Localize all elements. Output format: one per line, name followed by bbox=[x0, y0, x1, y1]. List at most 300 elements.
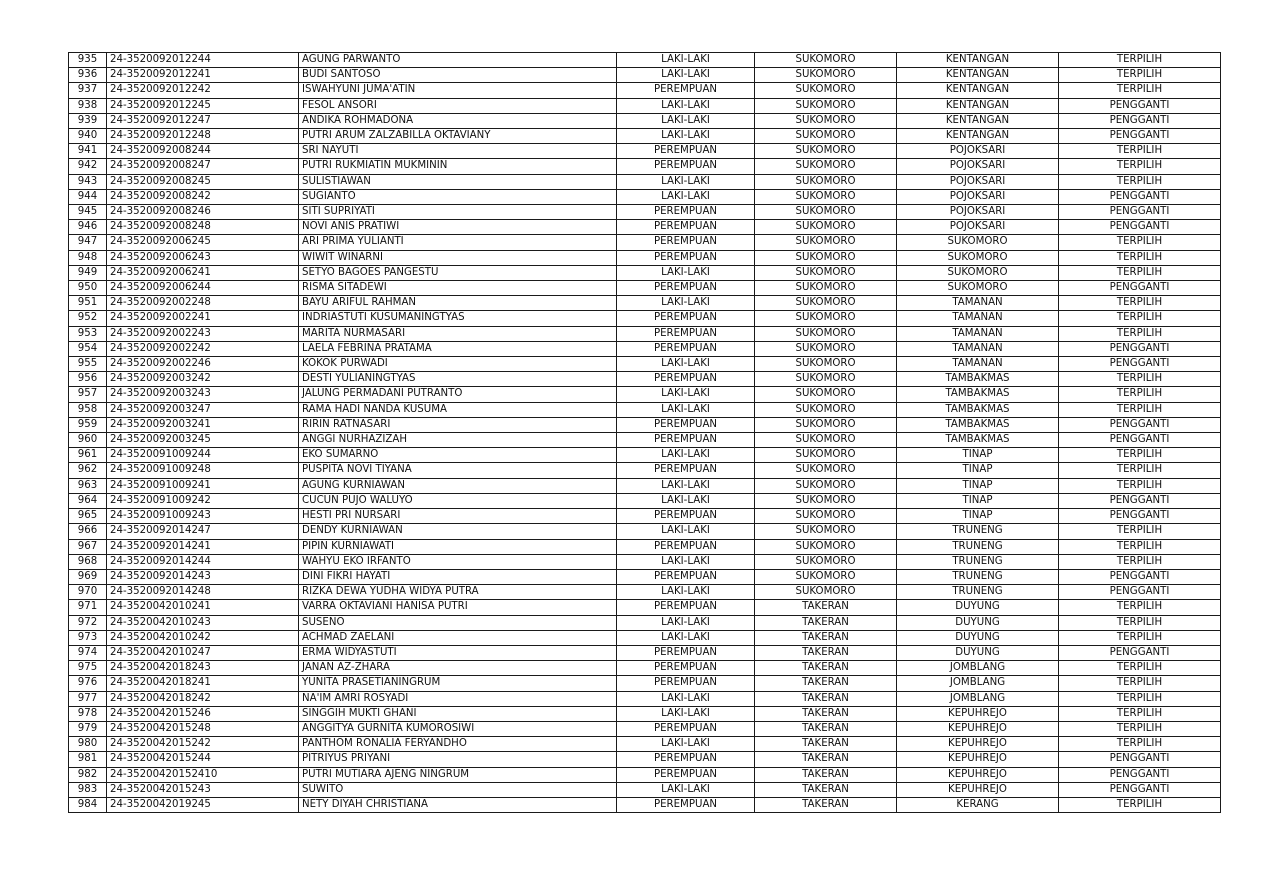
row-number-cell: 941 bbox=[69, 144, 107, 159]
status-cell: PENGGANTI bbox=[1059, 341, 1221, 356]
desa-cell: POJOKSARI bbox=[897, 205, 1059, 220]
row-number-cell: 969 bbox=[69, 569, 107, 584]
table-row bbox=[69, 539, 1221, 554]
gender-cell: LAKI-LAKI bbox=[617, 357, 755, 372]
full-name-cell: WIWIT WINARNI bbox=[299, 250, 617, 265]
desa-cell: TINAP bbox=[897, 463, 1059, 478]
full-name-cell: KOKOK PURWADI bbox=[299, 357, 617, 372]
registration-number-cell: 24-3520092002246 bbox=[107, 357, 299, 372]
gender-cell: LAKI-LAKI bbox=[617, 478, 755, 493]
row-number-cell: 967 bbox=[69, 539, 107, 554]
registration-number-cell: 24-3520092008242 bbox=[107, 189, 299, 204]
row-number-cell: 963 bbox=[69, 478, 107, 493]
full-name-cell: SITI SUPRIYATI bbox=[299, 205, 617, 220]
status-cell: TERPILIH bbox=[1059, 144, 1221, 159]
status-cell: PENGGANTI bbox=[1059, 220, 1221, 235]
status-cell: TERPILIH bbox=[1059, 68, 1221, 83]
full-name-cell: ANDIKA ROHMADONA bbox=[299, 113, 617, 128]
full-name-cell: JANAN AZ-ZHARA bbox=[299, 661, 617, 676]
full-name-cell: YUNITA PRASETIANINGRUM bbox=[299, 676, 617, 691]
status-cell: TERPILIH bbox=[1059, 265, 1221, 280]
desa-cell: TAMBAKMAS bbox=[897, 372, 1059, 387]
desa-cell: POJOKSARI bbox=[897, 159, 1059, 174]
desa-cell: TINAP bbox=[897, 493, 1059, 508]
gender-cell: PEREMPUAN bbox=[617, 144, 755, 159]
full-name-cell: ANGGI NURHAZIZAH bbox=[299, 433, 617, 448]
status-cell: TERPILIH bbox=[1059, 630, 1221, 645]
table-row bbox=[69, 387, 1221, 402]
row-number-cell: 960 bbox=[69, 433, 107, 448]
gender-cell: PEREMPUAN bbox=[617, 205, 755, 220]
full-name-cell: BUDI SANTOSO bbox=[299, 68, 617, 83]
full-name-cell: SUWITO bbox=[299, 782, 617, 797]
kecamatan-cell: SUKOMORO bbox=[755, 53, 897, 68]
row-number-cell: 973 bbox=[69, 630, 107, 645]
registration-number-cell: 24-3520042010247 bbox=[107, 645, 299, 660]
status-cell: PENGGANTI bbox=[1059, 493, 1221, 508]
kecamatan-cell: SUKOMORO bbox=[755, 402, 897, 417]
status-cell: TERPILIH bbox=[1059, 478, 1221, 493]
registration-number-cell: 24-3520042018243 bbox=[107, 661, 299, 676]
desa-cell: TINAP bbox=[897, 478, 1059, 493]
full-name-cell: SRI NAYUTI bbox=[299, 144, 617, 159]
full-name-cell: ANGGITYA GURNITA KUMOROSIWI bbox=[299, 721, 617, 736]
status-cell: TERPILIH bbox=[1059, 721, 1221, 736]
kecamatan-cell: TAKERAN bbox=[755, 706, 897, 721]
desa-cell: KERANG bbox=[897, 797, 1059, 812]
kecamatan-cell: SUKOMORO bbox=[755, 220, 897, 235]
table-row bbox=[69, 645, 1221, 660]
registration-number-cell: 24-3520092002248 bbox=[107, 296, 299, 311]
full-name-cell: NOVI ANIS PRATIWI bbox=[299, 220, 617, 235]
row-number-cell: 950 bbox=[69, 281, 107, 296]
registration-number-cell: 24-3520091009243 bbox=[107, 509, 299, 524]
status-cell: TERPILIH bbox=[1059, 554, 1221, 569]
registration-number-cell: 24-3520092002241 bbox=[107, 311, 299, 326]
registration-number-cell: 24-35200420152410 bbox=[107, 767, 299, 782]
registration-number-cell: 24-3520042015243 bbox=[107, 782, 299, 797]
kecamatan-cell: SUKOMORO bbox=[755, 554, 897, 569]
registration-number-cell: 24-3520042010241 bbox=[107, 600, 299, 615]
row-number-cell: 975 bbox=[69, 661, 107, 676]
status-cell: TERPILIH bbox=[1059, 326, 1221, 341]
full-name-cell: RISMA SITADEWI bbox=[299, 281, 617, 296]
full-name-cell: FESOL ANSORI bbox=[299, 98, 617, 113]
table-row bbox=[69, 402, 1221, 417]
registration-number-cell: 24-3520092008247 bbox=[107, 159, 299, 174]
full-name-cell: AGUNG KURNIAWAN bbox=[299, 478, 617, 493]
kecamatan-cell: TAKERAN bbox=[755, 600, 897, 615]
registration-number-cell: 24-3520092003243 bbox=[107, 387, 299, 402]
desa-cell: JOMBLANG bbox=[897, 661, 1059, 676]
registration-number-cell: 24-3520042010243 bbox=[107, 615, 299, 630]
desa-cell: POJOKSARI bbox=[897, 220, 1059, 235]
status-cell: TERPILIH bbox=[1059, 250, 1221, 265]
kecamatan-cell: SUKOMORO bbox=[755, 250, 897, 265]
gender-cell: PEREMPUAN bbox=[617, 600, 755, 615]
row-number-cell: 953 bbox=[69, 326, 107, 341]
kecamatan-cell: SUKOMORO bbox=[755, 296, 897, 311]
desa-cell: TRUNENG bbox=[897, 554, 1059, 569]
table-row bbox=[69, 281, 1221, 296]
full-name-cell: ARI PRIMA YULIANTI bbox=[299, 235, 617, 250]
status-cell: PENGGANTI bbox=[1059, 129, 1221, 144]
row-number-cell: 948 bbox=[69, 250, 107, 265]
status-cell: PENGGANTI bbox=[1059, 752, 1221, 767]
desa-cell: SUKOMORO bbox=[897, 235, 1059, 250]
kecamatan-cell: TAKERAN bbox=[755, 676, 897, 691]
status-cell: PENGGANTI bbox=[1059, 417, 1221, 432]
full-name-cell: JALUNG PERMADANI PUTRANTO bbox=[299, 387, 617, 402]
desa-cell: TAMANAN bbox=[897, 326, 1059, 341]
registration-number-cell: 24-3520092003242 bbox=[107, 372, 299, 387]
full-name-cell: EKO SUMARNO bbox=[299, 448, 617, 463]
registration-number-cell: 24-3520042015242 bbox=[107, 737, 299, 752]
gender-cell: LAKI-LAKI bbox=[617, 493, 755, 508]
row-number-cell: 974 bbox=[69, 645, 107, 660]
registration-number-cell: 24-3520042015248 bbox=[107, 721, 299, 736]
table-row bbox=[69, 113, 1221, 128]
registration-number-cell: 24-3520092006243 bbox=[107, 250, 299, 265]
status-cell: PENGGANTI bbox=[1059, 585, 1221, 600]
status-cell: PENGGANTI bbox=[1059, 189, 1221, 204]
registration-number-cell: 24-3520092006241 bbox=[107, 265, 299, 280]
kecamatan-cell: SUKOMORO bbox=[755, 326, 897, 341]
row-number-cell: 976 bbox=[69, 676, 107, 691]
kecamatan-cell: SUKOMORO bbox=[755, 417, 897, 432]
row-number-cell: 978 bbox=[69, 706, 107, 721]
row-number-cell: 952 bbox=[69, 311, 107, 326]
row-number-cell: 968 bbox=[69, 554, 107, 569]
desa-cell: TAMBAKMAS bbox=[897, 402, 1059, 417]
gender-cell: PEREMPUAN bbox=[617, 509, 755, 524]
table-row bbox=[69, 509, 1221, 524]
row-number-cell: 939 bbox=[69, 113, 107, 128]
registration-number-cell: 24-3520092014248 bbox=[107, 585, 299, 600]
registration-number-cell: 24-3520092014247 bbox=[107, 524, 299, 539]
status-cell: TERPILIH bbox=[1059, 539, 1221, 554]
table-row bbox=[69, 448, 1221, 463]
table-row bbox=[69, 554, 1221, 569]
registration-number-cell: 24-3520042018241 bbox=[107, 676, 299, 691]
registration-number-cell: 24-3520092008244 bbox=[107, 144, 299, 159]
kecamatan-cell: SUKOMORO bbox=[755, 448, 897, 463]
status-cell: PENGGANTI bbox=[1059, 569, 1221, 584]
desa-cell: JOMBLANG bbox=[897, 676, 1059, 691]
gender-cell: PEREMPUAN bbox=[617, 281, 755, 296]
status-cell: PENGGANTI bbox=[1059, 782, 1221, 797]
row-number-cell: 936 bbox=[69, 68, 107, 83]
kecamatan-cell: TAKERAN bbox=[755, 782, 897, 797]
kecamatan-cell: SUKOMORO bbox=[755, 357, 897, 372]
table-row bbox=[69, 721, 1221, 736]
status-cell: PENGGANTI bbox=[1059, 509, 1221, 524]
status-cell: TERPILIH bbox=[1059, 448, 1221, 463]
gender-cell: LAKI-LAKI bbox=[617, 737, 755, 752]
desa-cell: KEPUHREJO bbox=[897, 752, 1059, 767]
status-cell: TERPILIH bbox=[1059, 797, 1221, 812]
registration-number-cell: 24-3520092003247 bbox=[107, 402, 299, 417]
table-row bbox=[69, 569, 1221, 584]
kecamatan-cell: SUKOMORO bbox=[755, 493, 897, 508]
gender-cell: LAKI-LAKI bbox=[617, 174, 755, 189]
gender-cell: LAKI-LAKI bbox=[617, 524, 755, 539]
row-number-cell: 972 bbox=[69, 615, 107, 630]
desa-cell: KENTANGAN bbox=[897, 98, 1059, 113]
registration-number-cell: 24-3520092008245 bbox=[107, 174, 299, 189]
table-row bbox=[69, 53, 1221, 68]
row-number-cell: 962 bbox=[69, 463, 107, 478]
status-cell: TERPILIH bbox=[1059, 600, 1221, 615]
gender-cell: LAKI-LAKI bbox=[617, 296, 755, 311]
table-row bbox=[69, 782, 1221, 797]
registration-number-cell: 24-3520092003241 bbox=[107, 417, 299, 432]
kecamatan-cell: TAKERAN bbox=[755, 797, 897, 812]
kecamatan-cell: TAKERAN bbox=[755, 737, 897, 752]
kecamatan-cell: SUKOMORO bbox=[755, 433, 897, 448]
row-number-cell: 980 bbox=[69, 737, 107, 752]
kecamatan-cell: SUKOMORO bbox=[755, 387, 897, 402]
table-row bbox=[69, 661, 1221, 676]
row-number-cell: 966 bbox=[69, 524, 107, 539]
registration-number-cell: 24-3520092012245 bbox=[107, 98, 299, 113]
desa-cell: POJOKSARI bbox=[897, 174, 1059, 189]
row-number-cell: 946 bbox=[69, 220, 107, 235]
desa-cell: KENTANGAN bbox=[897, 129, 1059, 144]
gender-cell: PEREMPUAN bbox=[617, 83, 755, 98]
table-row bbox=[69, 68, 1221, 83]
table-row bbox=[69, 493, 1221, 508]
row-number-cell: 959 bbox=[69, 417, 107, 432]
table-row bbox=[69, 205, 1221, 220]
row-number-cell: 970 bbox=[69, 585, 107, 600]
kecamatan-cell: TAKERAN bbox=[755, 615, 897, 630]
kecamatan-cell: SUKOMORO bbox=[755, 159, 897, 174]
gender-cell: PEREMPUAN bbox=[617, 341, 755, 356]
desa-cell: JOMBLANG bbox=[897, 691, 1059, 706]
gender-cell: PEREMPUAN bbox=[617, 417, 755, 432]
gender-cell: PEREMPUAN bbox=[617, 326, 755, 341]
row-number-cell: 956 bbox=[69, 372, 107, 387]
registration-number-cell: 24-3520092008248 bbox=[107, 220, 299, 235]
table-row bbox=[69, 296, 1221, 311]
row-number-cell: 951 bbox=[69, 296, 107, 311]
kecamatan-cell: SUKOMORO bbox=[755, 311, 897, 326]
status-cell: TERPILIH bbox=[1059, 53, 1221, 68]
table-row bbox=[69, 174, 1221, 189]
table-body bbox=[69, 53, 1221, 813]
gender-cell: LAKI-LAKI bbox=[617, 129, 755, 144]
desa-cell: KEPUHREJO bbox=[897, 737, 1059, 752]
kecamatan-cell: TAKERAN bbox=[755, 645, 897, 660]
row-number-cell: 945 bbox=[69, 205, 107, 220]
kecamatan-cell: SUKOMORO bbox=[755, 113, 897, 128]
desa-cell: KEPUHREJO bbox=[897, 767, 1059, 782]
gender-cell: PEREMPUAN bbox=[617, 797, 755, 812]
table-row bbox=[69, 250, 1221, 265]
desa-cell: TRUNENG bbox=[897, 524, 1059, 539]
desa-cell: KENTANGAN bbox=[897, 83, 1059, 98]
gender-cell: PEREMPUAN bbox=[617, 752, 755, 767]
status-cell: TERPILIH bbox=[1059, 311, 1221, 326]
gender-cell: LAKI-LAKI bbox=[617, 387, 755, 402]
status-cell: TERPILIH bbox=[1059, 706, 1221, 721]
status-cell: TERPILIH bbox=[1059, 463, 1221, 478]
kecamatan-cell: TAKERAN bbox=[755, 630, 897, 645]
table-row bbox=[69, 235, 1221, 250]
registration-number-cell: 24-3520092008246 bbox=[107, 205, 299, 220]
full-name-cell: SUSENO bbox=[299, 615, 617, 630]
desa-cell: TAMBAKMAS bbox=[897, 433, 1059, 448]
kecamatan-cell: SUKOMORO bbox=[755, 569, 897, 584]
status-cell: PENGGANTI bbox=[1059, 205, 1221, 220]
desa-cell: KEPUHREJO bbox=[897, 782, 1059, 797]
gender-cell: LAKI-LAKI bbox=[617, 691, 755, 706]
kecamatan-cell: SUKOMORO bbox=[755, 281, 897, 296]
row-number-cell: 944 bbox=[69, 189, 107, 204]
gender-cell: LAKI-LAKI bbox=[617, 448, 755, 463]
row-number-cell: 964 bbox=[69, 493, 107, 508]
kecamatan-cell: SUKOMORO bbox=[755, 539, 897, 554]
desa-cell: SUKOMORO bbox=[897, 265, 1059, 280]
kecamatan-cell: SUKOMORO bbox=[755, 509, 897, 524]
registration-number-cell: 24-3520042019245 bbox=[107, 797, 299, 812]
desa-cell: DUYUNG bbox=[897, 615, 1059, 630]
status-cell: TERPILIH bbox=[1059, 676, 1221, 691]
desa-cell: TAMANAN bbox=[897, 311, 1059, 326]
registration-number-cell: 24-3520092002243 bbox=[107, 326, 299, 341]
desa-cell: POJOKSARI bbox=[897, 189, 1059, 204]
gender-cell: PEREMPUAN bbox=[617, 372, 755, 387]
gender-cell: LAKI-LAKI bbox=[617, 782, 755, 797]
desa-cell: TRUNENG bbox=[897, 539, 1059, 554]
row-number-cell: 949 bbox=[69, 265, 107, 280]
desa-cell: KENTANGAN bbox=[897, 68, 1059, 83]
kecamatan-cell: SUKOMORO bbox=[755, 189, 897, 204]
gender-cell: PEREMPUAN bbox=[617, 539, 755, 554]
status-cell: TERPILIH bbox=[1059, 159, 1221, 174]
desa-cell: DUYUNG bbox=[897, 630, 1059, 645]
registration-number-cell: 24-3520092014243 bbox=[107, 569, 299, 584]
row-number-cell: 961 bbox=[69, 448, 107, 463]
desa-cell: KENTANGAN bbox=[897, 53, 1059, 68]
candidate-table bbox=[68, 52, 1221, 813]
full-name-cell: NETY DIYAH CHRISTIANA bbox=[299, 797, 617, 812]
registration-number-cell: 24-3520091009244 bbox=[107, 448, 299, 463]
desa-cell: TAMBAKMAS bbox=[897, 387, 1059, 402]
gender-cell: LAKI-LAKI bbox=[617, 630, 755, 645]
desa-cell: TAMANAN bbox=[897, 296, 1059, 311]
kecamatan-cell: SUKOMORO bbox=[755, 463, 897, 478]
status-cell: TERPILIH bbox=[1059, 296, 1221, 311]
row-number-cell: 977 bbox=[69, 691, 107, 706]
full-name-cell: VARRA OKTAVIANI HANISA PUTRI bbox=[299, 600, 617, 615]
table-row bbox=[69, 326, 1221, 341]
desa-cell: SUKOMORO bbox=[897, 281, 1059, 296]
registration-number-cell: 24-3520092012241 bbox=[107, 68, 299, 83]
desa-cell: TINAP bbox=[897, 448, 1059, 463]
table-row bbox=[69, 524, 1221, 539]
full-name-cell: PUTRI RUKMIATIN MUKMININ bbox=[299, 159, 617, 174]
gender-cell: PEREMPUAN bbox=[617, 569, 755, 584]
table-row bbox=[69, 600, 1221, 615]
kecamatan-cell: SUKOMORO bbox=[755, 235, 897, 250]
row-number-cell: 955 bbox=[69, 357, 107, 372]
full-name-cell: ACHMAD ZAELANI bbox=[299, 630, 617, 645]
full-name-cell: DINI FIKRI HAYATI bbox=[299, 569, 617, 584]
kecamatan-cell: TAKERAN bbox=[755, 661, 897, 676]
desa-cell: TRUNENG bbox=[897, 585, 1059, 600]
table-row bbox=[69, 767, 1221, 782]
kecamatan-cell: SUKOMORO bbox=[755, 585, 897, 600]
kecamatan-cell: SUKOMORO bbox=[755, 68, 897, 83]
full-name-cell: PANTHOM RONALIA FERYANDHO bbox=[299, 737, 617, 752]
table-row bbox=[69, 220, 1221, 235]
status-cell: TERPILIH bbox=[1059, 524, 1221, 539]
full-name-cell: RIRIN RATNASARI bbox=[299, 417, 617, 432]
kecamatan-cell: TAKERAN bbox=[755, 752, 897, 767]
kecamatan-cell: SUKOMORO bbox=[755, 341, 897, 356]
row-number-cell: 984 bbox=[69, 797, 107, 812]
full-name-cell: PUTRI MUTIARA AJENG NINGRUM bbox=[299, 767, 617, 782]
registration-number-cell: 24-3520042015244 bbox=[107, 752, 299, 767]
full-name-cell: HESTI PRI NURSARI bbox=[299, 509, 617, 524]
registration-number-cell: 24-3520091009241 bbox=[107, 478, 299, 493]
full-name-cell: SETYO BAGOES PANGESTU bbox=[299, 265, 617, 280]
registration-number-cell: 24-3520092014244 bbox=[107, 554, 299, 569]
row-number-cell: 935 bbox=[69, 53, 107, 68]
desa-cell: POJOKSARI bbox=[897, 144, 1059, 159]
full-name-cell: LAELA FEBRINA PRATAMA bbox=[299, 341, 617, 356]
status-cell: PENGGANTI bbox=[1059, 98, 1221, 113]
gender-cell: LAKI-LAKI bbox=[617, 585, 755, 600]
row-number-cell: 965 bbox=[69, 509, 107, 524]
row-number-cell: 971 bbox=[69, 600, 107, 615]
desa-cell: KEPUHREJO bbox=[897, 706, 1059, 721]
registration-number-cell: 24-3520042018242 bbox=[107, 691, 299, 706]
row-number-cell: 958 bbox=[69, 402, 107, 417]
status-cell: TERPILIH bbox=[1059, 691, 1221, 706]
row-number-cell: 979 bbox=[69, 721, 107, 736]
gender-cell: LAKI-LAKI bbox=[617, 68, 755, 83]
desa-cell: TAMBAKMAS bbox=[897, 417, 1059, 432]
status-cell: PENGGANTI bbox=[1059, 281, 1221, 296]
gender-cell: LAKI-LAKI bbox=[617, 113, 755, 128]
registration-number-cell: 24-3520042010242 bbox=[107, 630, 299, 645]
table-row bbox=[69, 311, 1221, 326]
desa-cell: TRUNENG bbox=[897, 569, 1059, 584]
registration-number-cell: 24-3520092012247 bbox=[107, 113, 299, 128]
full-name-cell: CUCUN PUJO WALUYO bbox=[299, 493, 617, 508]
kecamatan-cell: SUKOMORO bbox=[755, 205, 897, 220]
gender-cell: LAKI-LAKI bbox=[617, 554, 755, 569]
registration-number-cell: 24-3520092006245 bbox=[107, 235, 299, 250]
full-name-cell: MARITA NURMASARI bbox=[299, 326, 617, 341]
row-number-cell: 940 bbox=[69, 129, 107, 144]
status-cell: TERPILIH bbox=[1059, 372, 1221, 387]
table-row bbox=[69, 144, 1221, 159]
kecamatan-cell: SUKOMORO bbox=[755, 524, 897, 539]
table-row bbox=[69, 463, 1221, 478]
status-cell: TERPILIH bbox=[1059, 737, 1221, 752]
table-row bbox=[69, 706, 1221, 721]
status-cell: PENGGANTI bbox=[1059, 645, 1221, 660]
row-number-cell: 943 bbox=[69, 174, 107, 189]
registration-number-cell: 24-3520042015246 bbox=[107, 706, 299, 721]
gender-cell: PEREMPUAN bbox=[617, 311, 755, 326]
table-row bbox=[69, 797, 1221, 812]
full-name-cell: ISWAHYUNI JUMA'ATIN bbox=[299, 83, 617, 98]
